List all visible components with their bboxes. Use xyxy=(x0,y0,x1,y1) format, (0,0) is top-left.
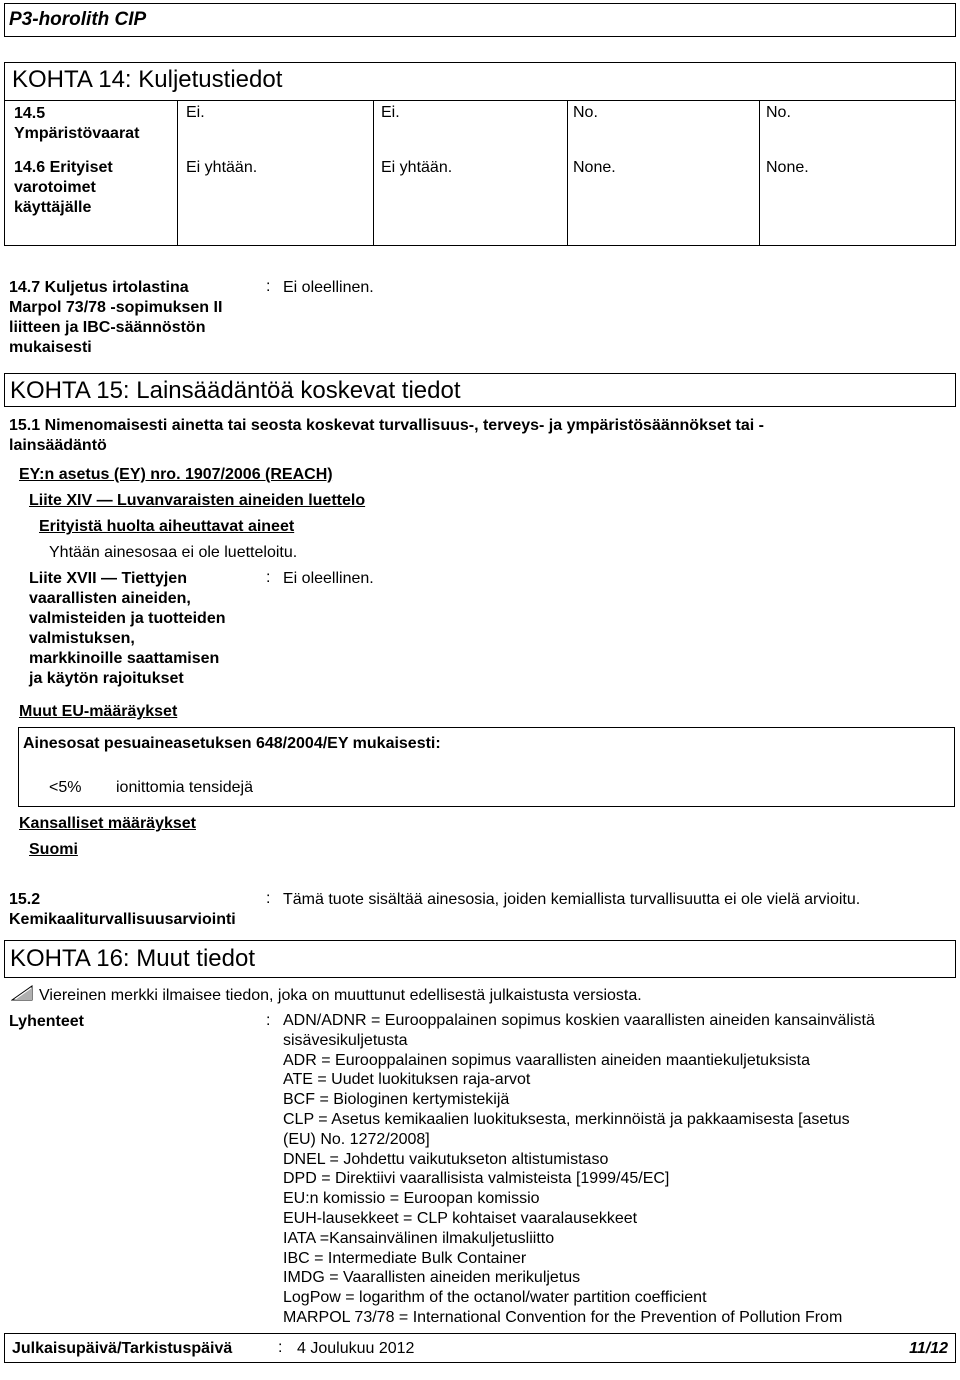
list-item: IATA =Kansainvälinen ilmakuljetusliitto xyxy=(283,1229,555,1247)
colon: : xyxy=(266,1012,271,1029)
list-item: (EU) No. 1272/2008] xyxy=(283,1130,430,1148)
list-item: ADN/ADNR = Eurooppalainen sopimus koskien vaarallisten aineiden kansainvälistä xyxy=(283,1012,875,1029)
table-cell: No. xyxy=(766,104,791,121)
reach-heading: EY:n asetus (EY) nro. 1907/2006 (REACH) xyxy=(19,466,333,483)
section-16-title: KOHTA 16: Muut tiedot xyxy=(10,945,256,972)
list-item: EU:n komissio = Euroopan komissio xyxy=(283,1190,540,1208)
chemical-safety-value: Tämä tuote sisältää ainesosia, joiden kemiallista turvallisuutta ei ole vielä arvioitu. xyxy=(283,891,861,908)
list-item: DPD = Direktiivi vaarallisista valmisteista [1999/45/EC] xyxy=(283,1170,670,1188)
finland-heading: Suomi xyxy=(29,841,78,858)
list-item: DNEL = Johdettu vaikutukseton altistumistaso xyxy=(283,1150,609,1168)
table-cell: No. xyxy=(573,104,598,121)
annex-xvii-label: Liite XVII — Tiettyjen vaarallisten aineiden, valmisteiden ja tuotteiden valmistuksen, markkinoille saattamisen ja käytön rajoitukset xyxy=(29,570,226,687)
document-header xyxy=(4,3,956,37)
other-eu-heading: Muut EU-määräykset xyxy=(19,703,178,720)
section-14-title: KOHTA 14: Kuljetustiedot xyxy=(12,66,283,93)
table-cell: None. xyxy=(766,159,809,176)
change-marker-note: Viereinen merkki ilmaisee tiedon, joka on muuttunut edellisestä julkaistusta versiosta. xyxy=(39,987,642,1004)
table-divider xyxy=(373,100,374,246)
list-item: sisävesikuljetusta xyxy=(283,1031,408,1049)
abbreviations-list xyxy=(283,1011,875,1328)
colon: : xyxy=(266,569,271,586)
table-divider xyxy=(4,100,956,101)
table-cell: Ei. xyxy=(186,104,205,121)
annex-xvii-value: Ei oleellinen. xyxy=(283,570,374,587)
table-cell: Ei yhtään. xyxy=(381,159,453,176)
table-cell: Ei. xyxy=(381,104,400,121)
colon: : xyxy=(266,890,271,907)
bulk-transport-label: 14.7 Kuljetus irtolastina Marpol 73/78 -sopimuksen II liitteen ja IBC-säännöstön mukaisesti xyxy=(9,279,223,356)
list-item: LogPow = logarithm of the octanol/water partition coefficient xyxy=(283,1289,707,1307)
subsection-15-2: 15.2 Kemikaaliturvallisuusarviointi xyxy=(9,891,236,928)
footer-label: Julkaisupäivä/Tarkistuspäivä xyxy=(12,1340,233,1357)
subsection-15-1: 15.1 Nimenomaisesti ainetta tai seosta koskevat turvallisuus-, terveys- ja ympäristösäännökset tai - lainsäädäntö xyxy=(9,417,764,454)
section-15-title: KOHTA 15: Lainsäädäntöä koskevat tiedot xyxy=(10,377,461,404)
table-cell: Ei yhtään. xyxy=(186,159,258,176)
table-divider xyxy=(567,100,568,246)
detergent-percent: <5% xyxy=(49,779,82,796)
list-item: IBC = Intermediate Bulk Container xyxy=(283,1249,527,1267)
table-cell: None. xyxy=(573,159,616,176)
detergent-title: Ainesosat pesuaineasetuksen 648/2004/EY mukaisesti: xyxy=(23,735,441,752)
bulk-transport-value: Ei oleellinen. xyxy=(283,279,374,296)
colon: : xyxy=(266,278,271,295)
list-item: CLP = Asetus kemikaalien luokituksesta, merkinnöistä ja pakkaamisesta [asetus xyxy=(283,1110,850,1128)
svhc-text: Yhtään ainesosaa ei ole luetteloitu. xyxy=(49,544,298,561)
row-label-14-6: 14.6 Erityiset varotoimet käyttäjälle xyxy=(14,159,113,216)
list-item: ADR = Eurooppalainen sopimus vaarallisten aineiden maantiekuljetuksista xyxy=(283,1051,810,1069)
table-divider xyxy=(177,100,178,246)
list-item: EUH-lausekkeet = CLP kohtaiset vaaralausekkeet xyxy=(283,1209,638,1227)
svhc-heading: Erityistä huolta aiheuttavat aineet xyxy=(39,518,295,535)
list-item: MARPOL 73/78 = International Convention for the Prevention of Pollution From xyxy=(283,1308,843,1326)
abbreviations-label: Lyhenteet xyxy=(9,1013,84,1030)
change-marker-icon xyxy=(11,985,33,1006)
list-item: IMDG = Vaarallisten aineiden merikuljetus xyxy=(283,1269,581,1287)
list-item: ATE = Uudet luokituksen raja-arvot xyxy=(283,1071,531,1089)
row-label-14-5: 14.5 Ympäristövaarat xyxy=(14,105,140,142)
page-number: 11/12 xyxy=(909,1340,948,1357)
list-item: BCF = Biologinen kertymistekijä xyxy=(283,1091,510,1109)
detergent-item: ionittomia tensidejä xyxy=(116,779,253,796)
table-divider xyxy=(759,100,760,246)
national-heading: Kansalliset määräykset xyxy=(19,815,196,832)
footer-date: 4 Joulukuu 2012 xyxy=(297,1340,415,1357)
colon: : xyxy=(278,1339,283,1356)
product-title: P3-horolith CIP xyxy=(9,9,147,30)
annex-xiv-heading: Liite XIV — Luvanvaraisten aineiden luettelo xyxy=(29,492,366,509)
